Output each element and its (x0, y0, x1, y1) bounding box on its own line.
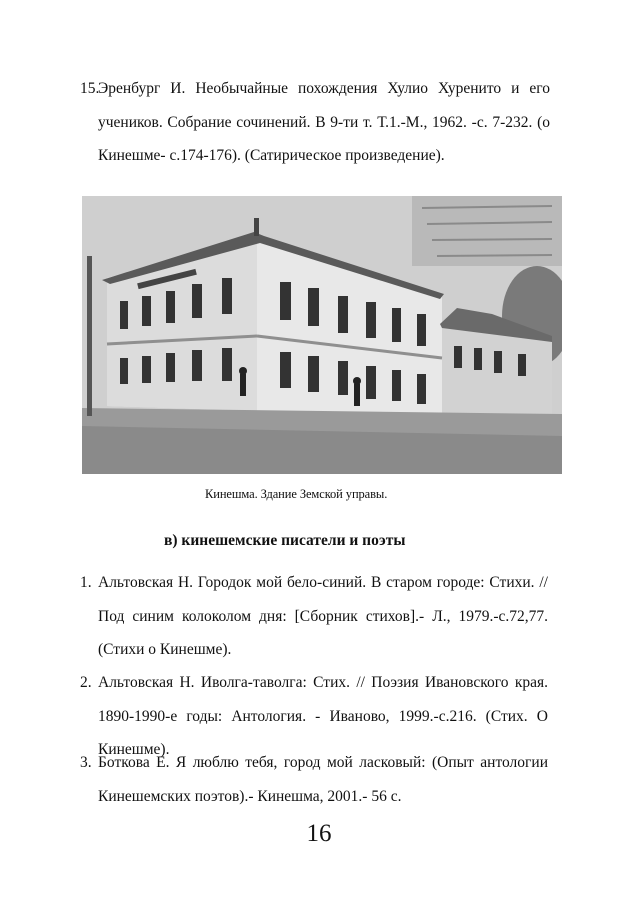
entry-number: 3. (80, 754, 92, 771)
entry-text: Альтовская Н. Городок мой бело-синий. В старом городе: Стихи. // Под синим колоколом дня: [Сборник стихов].- Л., 1979.-с.72,77. (Стихи о Кинешме). (98, 574, 548, 658)
zemstvo-building-photo-icon (82, 196, 562, 474)
entry-number: 1. (80, 574, 92, 591)
entry-text: Альтовская Н. Иволга-таволга: Стих. // Поэзия Ивановского края. 1890-1990-е годы: Антология. - Иваново, 1999.-с.216. (Стих. О Кинешме). (98, 674, 548, 758)
bibliography-entry-15 (80, 72, 550, 173)
bibliography-entry-1 (80, 566, 548, 667)
section-heading: в) кинешемские писатели и поэты (164, 532, 406, 549)
entry-text: Эренбург И. Необычайные похождения Хулио Хуренито и его учеников. Собрание сочинений. В 9-ти т. Т.1.-М., 1962. -с. 7-232. (о Кинешме- с.174-176). (Сатирическое произведение). (98, 80, 550, 164)
bibliography-entry-3 (80, 746, 548, 813)
entry-number: 2. (80, 674, 92, 691)
entry-number: 15. (80, 80, 100, 97)
building-photo (82, 196, 562, 474)
photo-caption: Кинешма. Здание Земской управы. (205, 487, 388, 501)
page-number: 16 (306, 820, 332, 847)
entry-text: Боткова Е. Я люблю тебя, город мой ласковый: (Опыт антологии Кинешемских поэтов).- Кинешма, 2001.- 56 с. (98, 754, 548, 805)
